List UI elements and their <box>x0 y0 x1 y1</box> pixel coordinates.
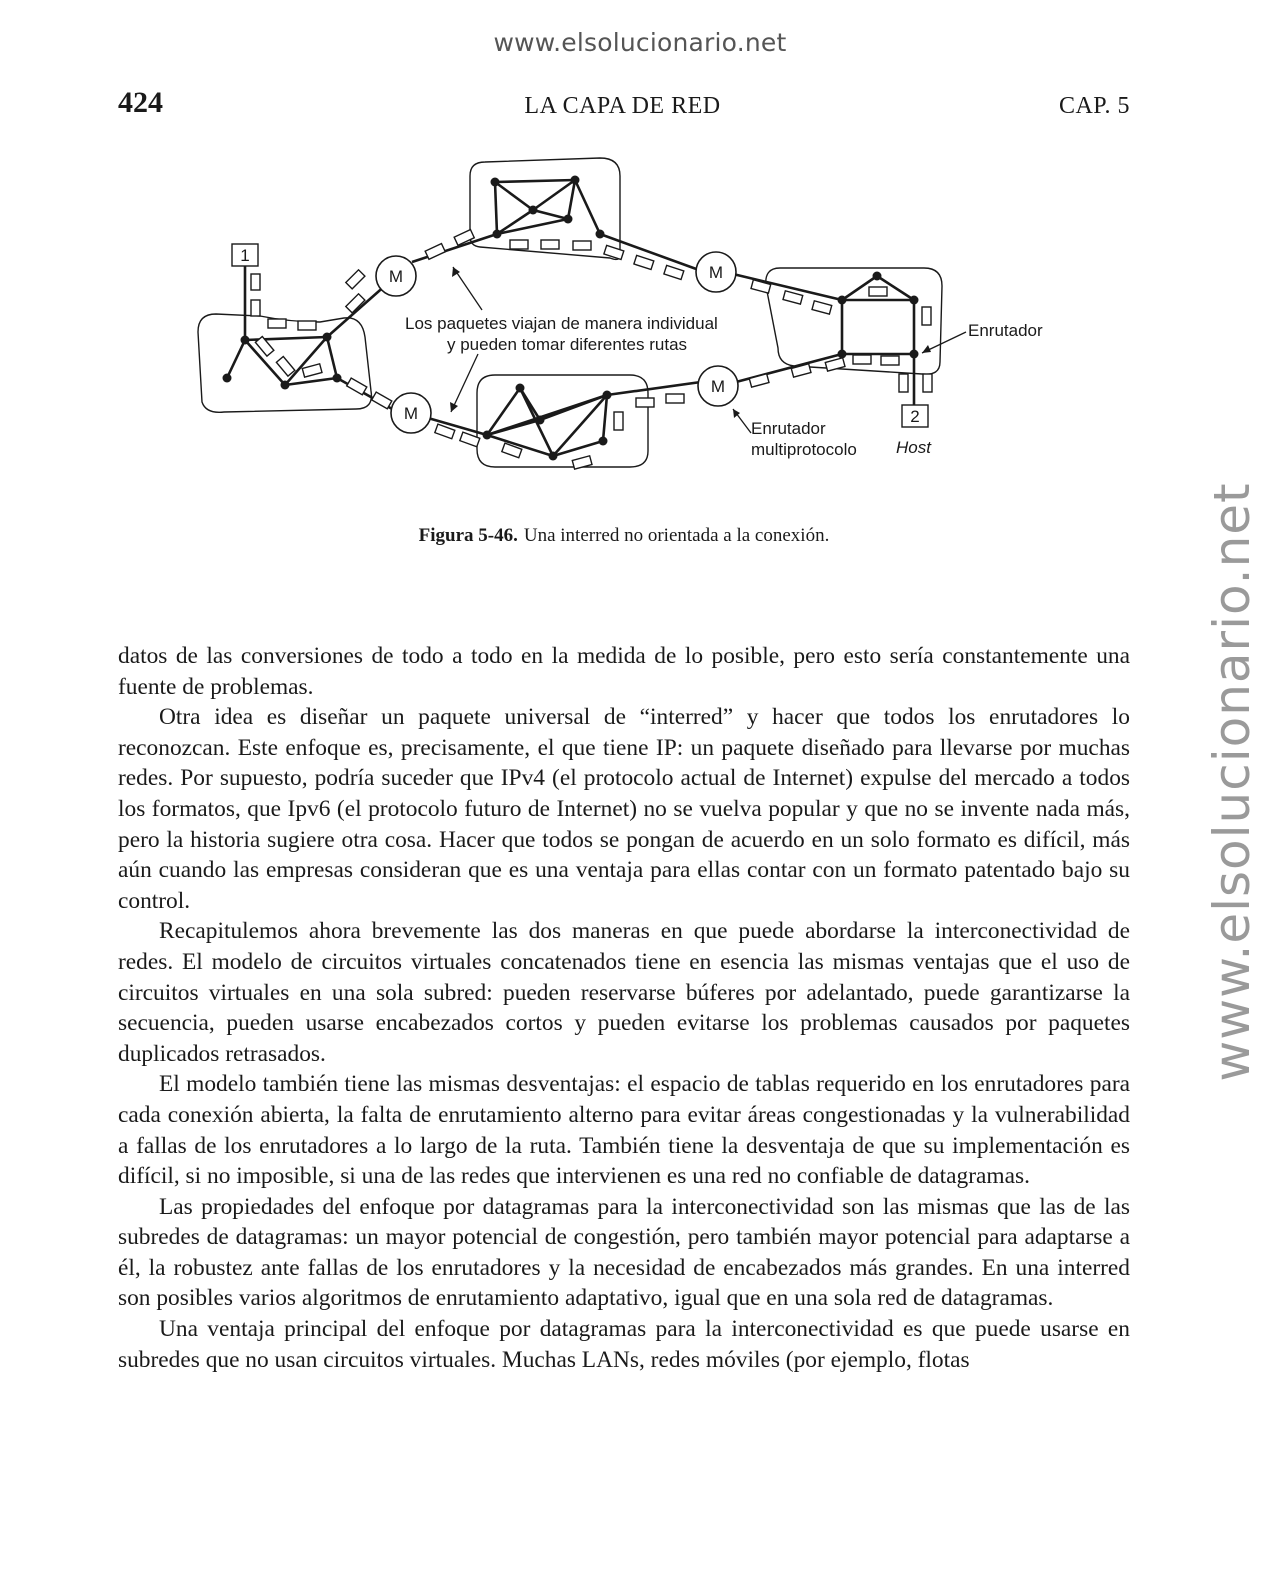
watermark-top: www.elsolucionario.net <box>493 28 787 57</box>
paragraph-3: Recapitulemos ahora brevemente las dos maneras en que puede abordarse la interconectividad de redes. El modelo de circuitos virtuales concatenados tiene en esencia las mismas ventajas que el uso de circuitos virtuales en una sola subred: pueden reservarse búferes por adelantado, puede garantizarse la secuencia, pueden usarse encabezados cortos y pueden evitarse los problemas causados por paquetes duplicados retrasados. <box>118 918 1130 1067</box>
network-top-links <box>495 180 600 234</box>
figure-caption <box>0 525 1248 547</box>
host-label: Host <box>896 438 931 457</box>
network-diagram <box>180 150 1080 480</box>
caption-number: Figura 5-46. <box>418 525 518 546</box>
svg-text:M: M <box>403 404 419 423</box>
network-bottom-nodes <box>483 384 612 461</box>
network-right-nodes <box>838 272 919 359</box>
multiprotocol-label-line-1: Enrutador <box>751 419 826 438</box>
caption-text: Una interred no orientada a la conexión. <box>523 525 830 546</box>
paragraph-6: Una ventaja principal del enfoque por datagramas para la interconectividad es que puede usarse en subredes que no usan circuitos virtuales. Muchas LANs, redes móviles (por ejemplo, flotas <box>118 1316 1130 1373</box>
body-text <box>118 641 1130 1375</box>
paragraph-1: datos de las conversiones de todo a todo en la medida de lo posible, pero esto sería constantemente una fuente de problemas. <box>118 643 1130 700</box>
multiprotocol-label-line-2: multiprotocolo <box>751 440 857 459</box>
svg-text:2: 2 <box>910 407 920 426</box>
svg-text:M: M <box>708 263 724 282</box>
watermark-side: www.elsolucionario.net <box>1203 482 1261 1082</box>
annotation-line-1: Los paquetes viajan de manera individual <box>405 314 718 333</box>
svg-text:M: M <box>710 377 726 396</box>
connectionless-internet-figure <box>180 150 1080 480</box>
running-head: LA CAPA DE RED <box>524 93 721 119</box>
multiprotocol-router-3 <box>391 393 431 433</box>
host-2 <box>902 405 928 427</box>
annotation-line-2: y pueden tomar diferentes rutas <box>447 335 688 354</box>
paragraph-5: Las propiedades del enfoque por datagramas para la interconectividad son las mismas que las de las subredes de datagramas: un mayor potencial de congestión, pero también mayor potencial para adaptarse a él, la robustez ante fallas de los enrutadores y la necesidad de encabezados más grandes. En una interred son posibles varios algoritmos de enrutamiento adaptativo, igual que en una sola red de datagramas. <box>118 1193 1130 1312</box>
host-1 <box>232 244 258 266</box>
paragraph-4: El modelo también tiene las mismas desventajas: el espacio de tablas requerido en los enrutadores para cada conexión abierta, la falta de enrutamiento alterno para evitar áreas congestionadas y la vulnerabilidad a fallas de los enrutadores a lo largo de la ruta. También tiene la desventaja de que su implementación es difícil, si no imposible, si una de las redes que intervienen es una red no confiable de datagramas. <box>118 1071 1130 1190</box>
svg-text:1: 1 <box>240 246 250 265</box>
paragraph-2: Otra idea es diseñar un paquete universal de “interred” y hacer que todos los enrutadores lo reconozcan. Este enfoque es, precisamente, el que tiene IP: un paquete diseñado para llevarse por muchas redes. Por supuesto, podría suceder que IPv4 (el protocolo actual de Internet) expulse del mercado a todos los formatos, que Ipv6 (el protocolo futuro de Internet) no se vuelva popular y que no se invente nada más, pero la historia sugiere otra cosa. Hacer que todos se pongan de acuerdo en un solo formato es difícil, más aún cuando las empresas consideran que es una ventaja para ellas contar con un formato patentado bajo su control. <box>118 704 1130 914</box>
router-label: Enrutador <box>968 321 1043 340</box>
svg-text:M: M <box>388 267 404 286</box>
page-number: 424 <box>118 86 163 119</box>
chapter-label: CAP. 5 <box>1058 93 1130 119</box>
multiprotocol-router-4 <box>698 366 738 406</box>
multiprotocol-router-1 <box>376 256 416 296</box>
multiprotocol-router-2 <box>696 252 736 292</box>
